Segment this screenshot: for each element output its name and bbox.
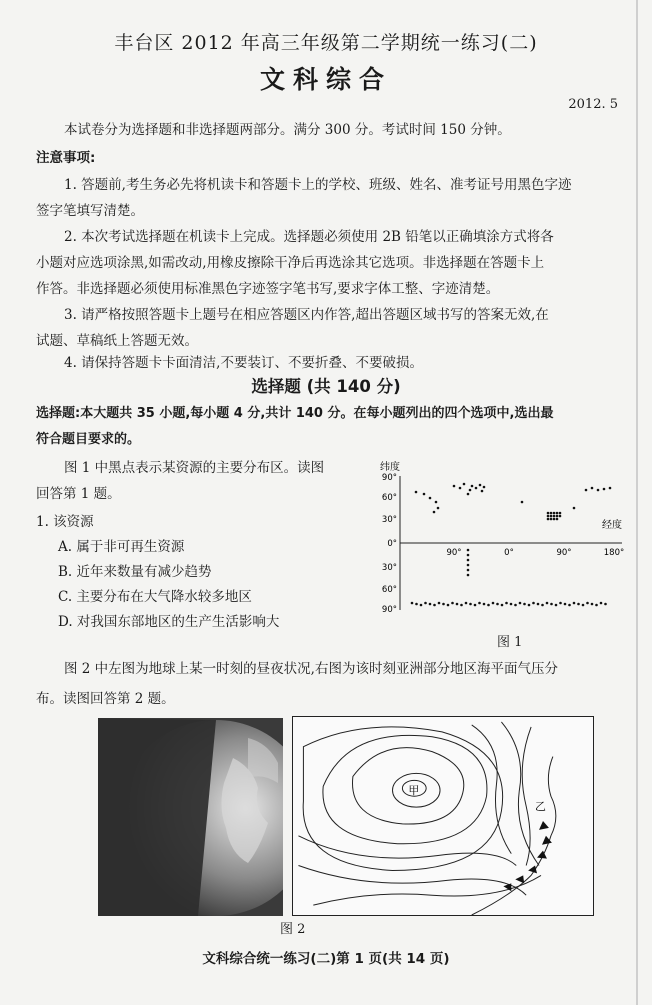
notice-item-2-line-3: 作答。非选择题必须使用标准黑色字迹签字笔书写,要求字体工整、字迹清楚。 [36, 281, 500, 297]
figure-2-earth-image [98, 718, 283, 916]
exam-title: 丰台区 2012 年高三年级第二学期统一练习(二) [114, 32, 538, 54]
q1-option-c: C. 主要分布在大气降水较多地区 [58, 589, 252, 605]
intro-line: 本试卷分为选择题和非选择题两部分。满分 300 分。考试时间 150 分钟。 [64, 122, 511, 138]
fig2-label-yi: 乙 [535, 800, 546, 814]
fig1-ytick-s30: 30° [381, 563, 397, 573]
fig1-ytick-s90: 90° [381, 605, 397, 615]
figure-1-distribution-map [372, 458, 634, 648]
figure-2-pressure-map [292, 716, 594, 916]
q1-stem-line-2: 回答第 1 题。 [36, 486, 121, 502]
notice-item-2-line-2: 小题对应选项涂黑,如需改动,用橡皮擦除干净后再选涂其它选项。非选择题在答题卡上 [36, 255, 545, 271]
page-edge [636, 0, 638, 1005]
figure-2-caption: 图 2 [280, 922, 306, 937]
notice-item-2-line-1: 2. 本次考试选择题在机读卡上完成。选择题必须使用 2B 铅笔以正确填涂方式将各 [64, 229, 554, 245]
q1-option-a: A. 属于非可再生资源 [58, 539, 185, 555]
section-instruction-line-1: 选择题:本大题共 35 小题,每小题 4 分,共计 140 分。在每小题列出的四个选项中,选出最 [36, 406, 554, 421]
fig1-xtick-w90: 90° [446, 548, 462, 558]
notice-item-3-line-2: 试题、草稿纸上答题无效。 [36, 333, 198, 349]
notice-item-3-line-1: 3. 请严格按照答题卡上题号在相应答题区内作答,超出答题区域书写的答案无效,在 [64, 307, 549, 323]
notice-item-1-line-1: 1. 答题前,考生务必先将机读卡和答题卡上的学校、班级、姓名、准考证号用黑色字迹 [64, 177, 572, 193]
section-title: 选择题 (共 140 分) [251, 377, 401, 396]
exam-subject: 文科综合 [259, 65, 392, 94]
notice-item-4: 4. 请保持答题卡卡面清洁,不要装订、不要折叠、不要破损。 [64, 355, 423, 371]
q2-stem-line-1: 图 2 中左图为地球上某一时刻的昼夜状况,右图为该时刻亚洲部分地区海平面气压分 [64, 661, 558, 677]
page-footer: 文科综合统一练习(二)第 1 页(共 14 页) [202, 951, 450, 967]
fig1-xtick-e90: 90° [556, 548, 572, 558]
fig1-xtick-0: 0° [504, 548, 514, 558]
q1-stem-line-1: 图 1 中黑点表示某资源的主要分布区。读图 [64, 460, 325, 476]
fig1-x-axis-title: 经度 [602, 520, 622, 531]
fig1-ytick-n60: 60° [381, 493, 397, 503]
fig1-xtick-180: 180° [603, 548, 625, 558]
q1-question: 1. 该资源 [36, 514, 94, 530]
q1-option-b: B. 近年来数量有减少趋势 [58, 564, 212, 580]
figure-1-caption: 图 1 [497, 635, 523, 650]
fig1-resource-dots [411, 483, 612, 607]
q1-option-d: D. 对我国东部地区的生产生活影响大 [58, 614, 280, 630]
section-instruction-line-2: 符合题目要求的。 [36, 432, 141, 447]
fig1-ytick-n30: 30° [381, 515, 397, 525]
fig1-ytick-n90: 90° [381, 473, 397, 483]
fig1-ytick-s60: 60° [381, 585, 397, 595]
fig2-label-jia: 甲 [408, 784, 420, 798]
fig1-y-axis-title: 纬度 [380, 462, 400, 473]
notice-heading: 注意事项: [36, 150, 96, 166]
fig1-ytick-0: 0° [387, 539, 397, 549]
q2-stem-line-2: 布。读图回答第 2 题。 [36, 691, 175, 707]
exam-date: 2012. 5 [568, 97, 618, 112]
notice-item-1-line-2: 签字笔填写清楚。 [36, 203, 144, 219]
